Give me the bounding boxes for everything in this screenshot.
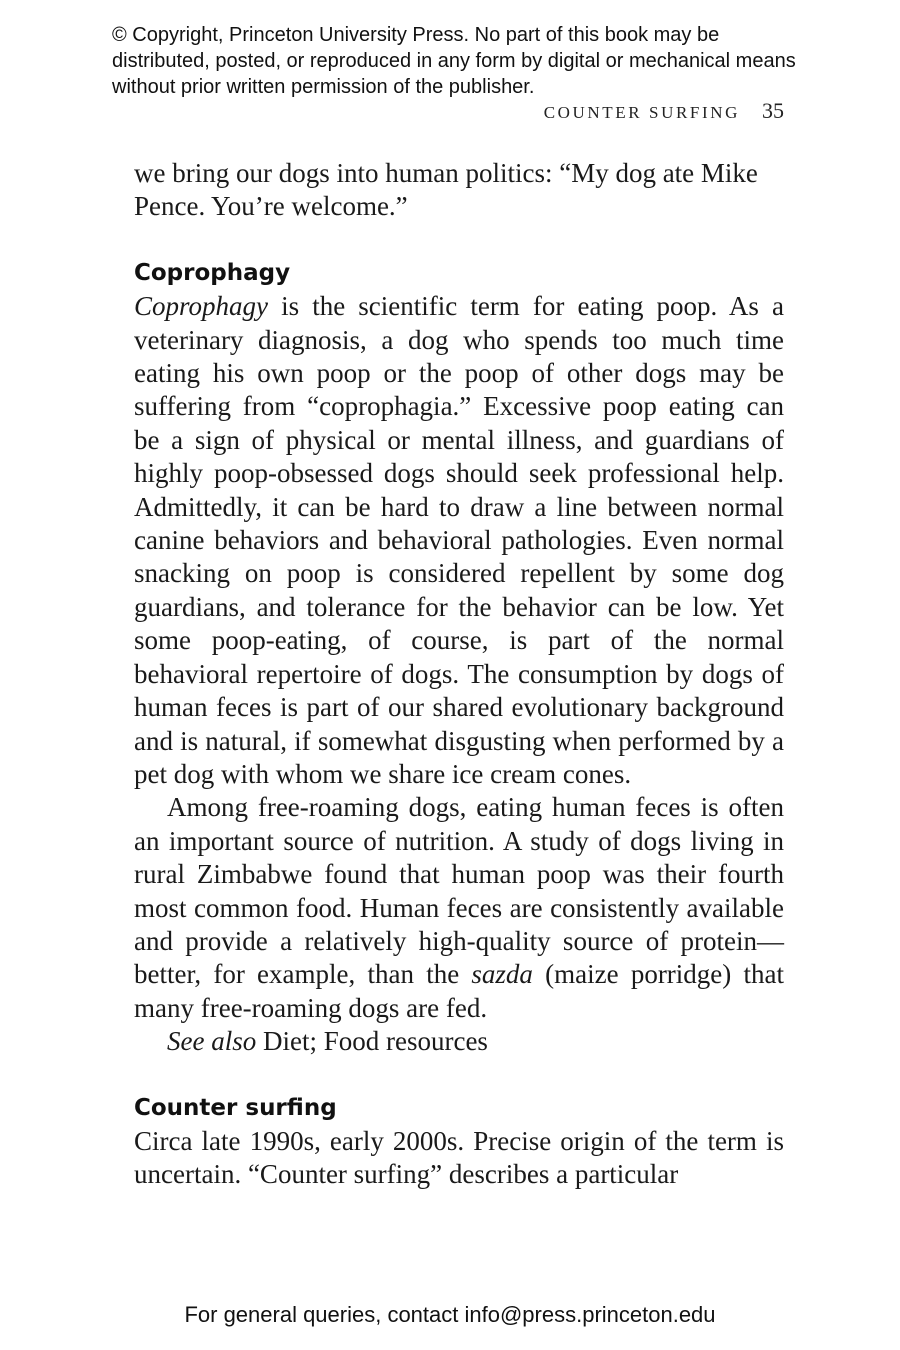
see-also-label: See also: [167, 1026, 257, 1057]
page-number: 35: [762, 98, 784, 123]
coprophagy-paragraph-2-text-b: (maize porridge) that many free-roaming dogs are fed.: [134, 959, 784, 1023]
counter-surfing-paragraph-1: Circa late 1990s, early 2000s. Precise origin of the term is uncertain. “Counter surfing” describes a particular: [134, 1125, 784, 1190]
page-body: [134, 157, 784, 1192]
see-also-line: [134, 1025, 784, 1058]
running-head-title: COUNTER SURFING: [543, 103, 740, 122]
coprophagy-paragraph-1-text: is the scientific term for eating poop. As a veterinary diagnosis, a dog who spends too much time eating his own poop or the poop of other dogs may be suffering from “coprophagia.” Excessive poop eating can be a sign of physical or mental illness, and guardians of highly poop-obsessed dogs should seek professional help. Admittedly, it can be hard to draw a line between normal canine behaviors and behavioral pathologies. Even normal snacking on poop is considered repellent by some dog guardians, and tolerance for the behavior can be low. Yet some poop-eating, of course, is part of the normal behavioral repertoire of dogs. The consumption by dogs of human feces is part of our shared evolutionary background and is natural, if somewhat disgusting when performed by a pet dog with whom we share ice cream cones.: [134, 291, 784, 789]
section-heading-coprophagy: Coprophagy: [134, 259, 291, 286]
section-heading-counter-surfing: Counter surfing: [134, 1094, 337, 1121]
coprophagy-paragraph-2-text-a: Among free-roaming dogs, eating human feces is often an important source of nutrition. A study of dogs living in rural Zimbabwe found that human poop was their fourth most common food. Human feces are consistently available and provide a relatively high-quality source of protein—better, for example, than the: [134, 792, 784, 990]
running-head: [112, 98, 784, 124]
coprophagy-term: Coprophagy: [134, 291, 268, 322]
coprophagy-paragraph-2: [134, 791, 784, 1025]
coprophagy-paragraph-1: [134, 290, 784, 791]
sazda-term: sazda: [471, 959, 533, 990]
footer-contact: For general queries, contact info@press.princeton.edu: [184, 1302, 716, 1327]
opening-paragraph: we bring our dogs into human politics: “My dog ate Mike Pence. You’re welcome.”: [134, 158, 758, 222]
see-also-refs: Diet; Food resources: [256, 1026, 488, 1057]
copyright-notice: © Copyright, Princeton University Press. No part of this book may be distributed, posted, or reproduced in any form by digital or mechanical means without prior written permission of the publisher.: [112, 24, 796, 98]
